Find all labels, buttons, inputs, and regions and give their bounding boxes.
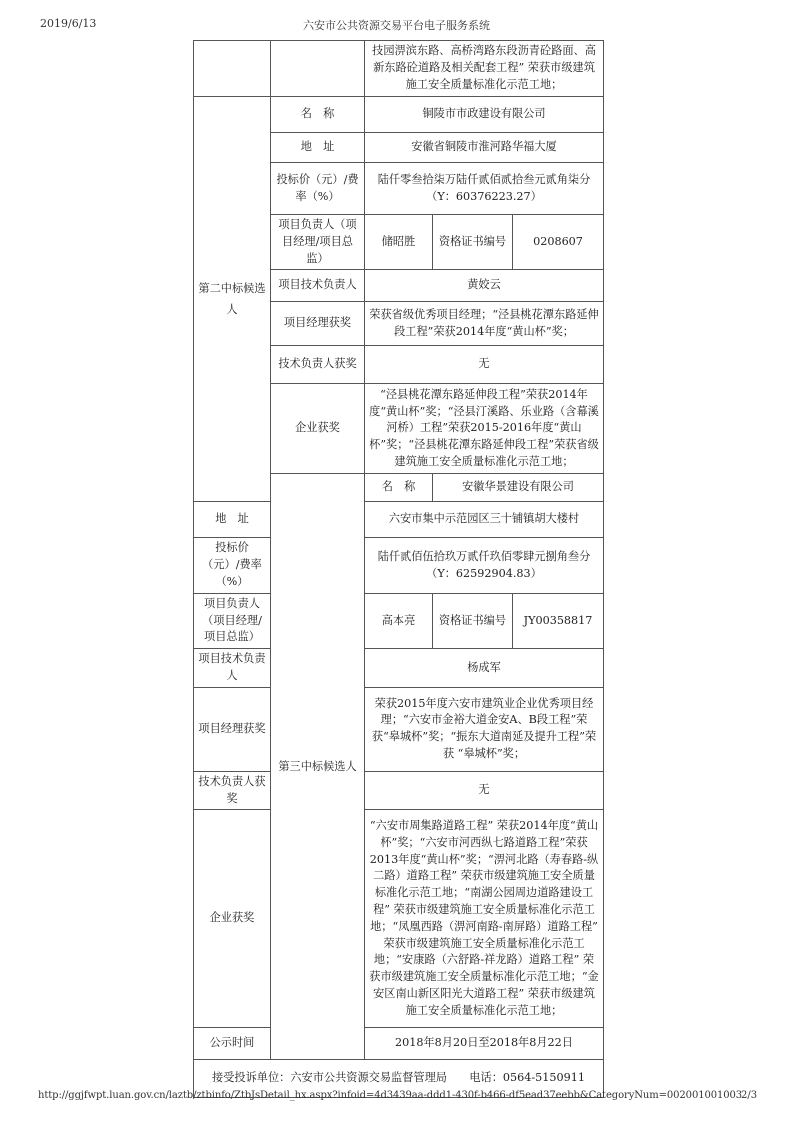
candidate3-tech-lead-row xyxy=(194,649,604,688)
bid-price-label: 投标价（元）/费率（%） xyxy=(271,163,365,215)
company-awards-label: 企业获奖 xyxy=(271,384,365,474)
name-label: 名 称 xyxy=(365,474,433,502)
print-date: 2019/6/13 xyxy=(40,17,97,30)
candidate3-pm-awards: 荣获2015年度六安市建筑业企业优秀项目经理；“六安市金裕大道金安A、B段工程”荣获“皋城杯”奖；“振东大道南延及提升工程”荣获 “皋城杯”奖； xyxy=(365,687,604,771)
tech-awards-label: 技术负责人获奖 xyxy=(194,771,271,810)
candidate2-name: 铜陵市市政建设有限公司 xyxy=(365,97,604,133)
tech-awards-label: 技术负责人获奖 xyxy=(271,346,365,384)
candidate3-title: 第三中标候选人 xyxy=(271,474,365,1060)
candidate3-company-awards-row xyxy=(194,810,604,1028)
candidate3-pm-row xyxy=(194,593,604,648)
candidate3-price-row xyxy=(194,538,604,593)
candidate2-cert-no: 0208607 xyxy=(513,215,604,270)
publicity-row xyxy=(194,1028,604,1060)
pm-label: 项目负责人（项目经理/项目总监） xyxy=(194,593,271,648)
candidate2-tech-lead: 黄姣云 xyxy=(365,270,604,302)
continued-empty-cell xyxy=(194,41,271,97)
address-label: 地 址 xyxy=(194,502,271,538)
page-number: 2/3 xyxy=(741,1090,758,1101)
candidate2-bid-price xyxy=(365,163,604,215)
publicity-label: 公示时间 xyxy=(194,1028,271,1060)
candidate3-pm: 高本亮 xyxy=(365,593,433,648)
continued-row xyxy=(194,41,604,97)
bid-candidates-table xyxy=(193,40,604,1098)
name-label: 名 称 xyxy=(271,97,365,133)
candidate3-company-awards: “六安市周集路道路工程” 荣获2014年度“黄山杯”奖；“六安市河西纵七路道路工程”荣获2013年度“黄山杯”奖；“淠河北路（寿春路-纵二路）道路工程” 荣获市级建筑施工安全质量标准化示范工地；“南湖公园周边道路建设工程” 荣获市级建筑施工安全质量标准化示范工地；“凤凰西路（淠河南路-南屏路）道路工程” 荣获市级建筑施工安全质量标准化示范工地；“安康路（六舒路-祥龙路）道路工程” 荣获市级建筑施工安全质量标准化示范工地；“金安区南山新区阳光大道路工程” 荣获市级建筑施工安全质量标准化示范工地； xyxy=(365,810,604,1028)
candidate2-pm: 储昭胜 xyxy=(365,215,433,270)
tech-lead-label: 项目技术负责人 xyxy=(194,649,271,688)
pm-label: 项目负责人（项目经理/项目总监） xyxy=(271,215,365,270)
candidate3-bid-price-text: 陆仟贰佰伍拾玖万贰仟玖佰零肆元捌角叁分 xyxy=(377,549,591,563)
candidate2-tech-awards: 无 xyxy=(365,346,604,384)
candidate3-tech-awards: 无 xyxy=(365,771,604,810)
candidate2-bid-price-text: 陆仟零叁拾柒万陆仟贰佰贰拾叁元贰角柒分 xyxy=(377,172,591,186)
address-label: 地 址 xyxy=(271,133,365,163)
candidate2-company-awards: “泾县桃花潭东路延伸段工程”荣获2014年度“黄山杯”奖；“泾县汀溪路、乐业路（含幕溪河桥）工程”荣获2015-2016年度“黄山杯”奖；“泾县桃花潭东路延伸段工程”荣获省级建筑施工安全质量标准化示范工地； xyxy=(365,384,604,474)
candidate3-bid-price xyxy=(365,538,604,593)
cert-no-label: 资格证书编号 xyxy=(433,215,513,270)
pm-awards-label: 项目经理获奖 xyxy=(271,302,365,346)
bid-price-label: 投标价（元）/费率（%） xyxy=(194,538,271,593)
page-url: http://ggjfwpt.luan.gov.cn/laztb/ztbinfo/ZtbJsDetail_hx.aspx?infoid=4d3439aa-ddd1-430f-b466-df5ead37eebb&CategoryNum=002001001003 xyxy=(38,1090,743,1101)
cert-no-label: 资格证书编号 xyxy=(433,593,513,648)
complaint-contact: 接受投诉单位：六安市公共资源交易监督管理局 电话：0564-5150911 xyxy=(194,1060,604,1098)
candidate2-pm-awards: 荣获省级优秀项目经理；“泾县桃花潭东路延伸段工程”荣获2014年度“黄山杯”奖； xyxy=(365,302,604,346)
candidate2-title: 第二中标候选人 xyxy=(194,97,271,502)
candidate2-bid-price-number: （Y：60376223.27） xyxy=(426,189,542,203)
candidate3-name: 安徽华景建设有限公司 xyxy=(433,474,604,502)
candidate3-pm-awards-row xyxy=(194,687,604,771)
candidate2-address: 安徽省铜陵市淮河路华福大厦 xyxy=(365,133,604,163)
continued-empty-cell xyxy=(271,41,365,97)
candidate3-bid-price-number: （Y：62592904.83） xyxy=(426,566,542,580)
candidate3-tech-lead: 杨成军 xyxy=(365,649,604,688)
page-header-title: 六安市公共资源交易平台电子服务系统 xyxy=(303,19,490,32)
publicity-period: 2018年8月20日至2018年8月22日 xyxy=(365,1028,604,1060)
candidate3-cert-no: JY00358817 xyxy=(513,593,604,648)
company-awards-label: 企业获奖 xyxy=(194,810,271,1028)
continued-award-text: 技园淠滨东路、高桥湾路东段沥青砼路面、高新东路砼道路及相关配套工程” 荣获市级建筑施工安全质量标准化示范工地； xyxy=(365,41,604,97)
candidate3-tech-awards-row xyxy=(194,771,604,810)
candidate3-address-row xyxy=(194,502,604,538)
pm-awards-label: 项目经理获奖 xyxy=(194,687,271,771)
candidate2-name-row xyxy=(194,97,604,133)
candidate3-address: 六安市集中示范园区三十铺镇胡大楼村 xyxy=(365,502,604,538)
tech-lead-label: 项目技术负责人 xyxy=(271,270,365,302)
